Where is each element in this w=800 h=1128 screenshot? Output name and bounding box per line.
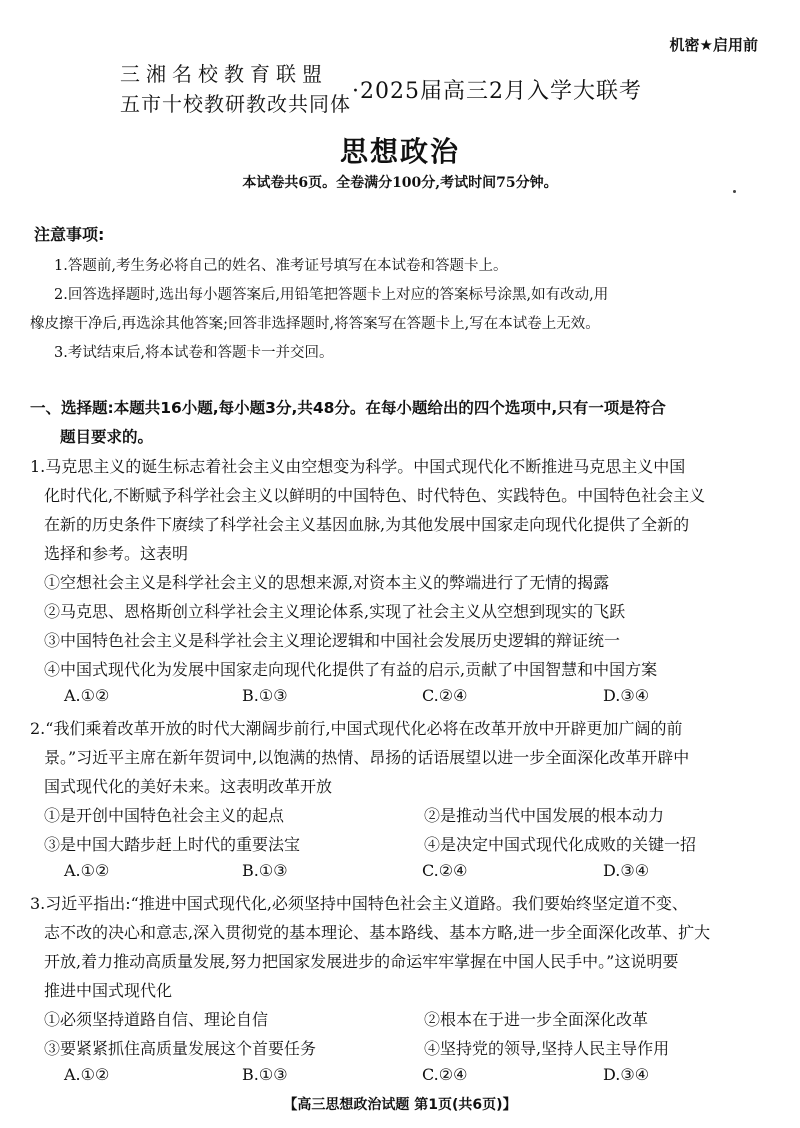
- statement-4: ④是决定中国式现代化成败的关键一招: [424, 835, 697, 854]
- statement-1: ①必须坚持道路自信、理论自信: [44, 1010, 269, 1029]
- question-text-line: 3.习近平指出:“推进中国式现代化,必须坚持中国特色社会主义道路。我们要始终坚定道不变、: [30, 894, 688, 913]
- page-footer: 【高三思想政治试题 第1页(共6页)】: [283, 1097, 517, 1113]
- statement-4: ④中国式现代化为发展中国家走向现代化提供了有益的启示,贡献了中国智慧和中国方案: [44, 660, 658, 679]
- section-heading-cont: 题目要求的。: [60, 428, 154, 446]
- statement-3: ③是中国大踏步赶上时代的重要法宝: [44, 835, 301, 854]
- question-text-line: 在新的历史条件下赓续了科学社会主义基因血脉,为其他发展中国家走向现代化提供了全新的: [44, 515, 690, 534]
- option-a: A.①②: [64, 686, 110, 705]
- statement-2: ②根本在于进一步全面深化改革: [424, 1010, 649, 1029]
- statement-4: ④坚持党的领导,坚持人民主导作用: [424, 1039, 670, 1058]
- statement-1: ①是开创中国特色社会主义的起点: [44, 806, 285, 825]
- option-c: C.②④: [422, 861, 468, 880]
- notice-item: 1.答题前,考生务必将自己的姓名、准考证号填写在本试卷和答题卡上。: [54, 258, 508, 274]
- question-text-line: 志不改的决心和意志,深入贯彻党的基本理论、基本路线、基本方略,进一步全面深化改革、扩大: [44, 923, 711, 942]
- stray-dot: [733, 190, 736, 193]
- option-b: B.①③: [242, 686, 288, 705]
- section-heading: 一、选择题:本题共16小题,每小题3分,共48分。在每小题给出的四个选项中,只有一项是符合: [30, 399, 666, 417]
- option-c: C.②④: [422, 686, 468, 705]
- statement-2: ②马克思、恩格斯创立科学社会主义理论体系,实现了社会主义从空想到现实的飞跃: [44, 602, 626, 621]
- union-name-line2: 五市十校教研教改共同体: [120, 92, 351, 116]
- option-b: B.①③: [242, 1065, 288, 1084]
- question-text-line: 选择和参考。这表明: [44, 544, 189, 563]
- question-text-line: 1.马克思主义的诞生标志着社会主义由空想变为科学。中国式现代化不断推进马克思主义中国: [30, 457, 686, 476]
- question-text-line: 2.“我们乘着改革开放的时代大潮阔步前行,中国式现代化必将在改革开放中开辟更加广阔的前: [30, 719, 683, 738]
- question-text-line: 景。”习近平主席在新年贺词中,以饱满的热情、昂扬的话语展望以进一步全面深化改革开辟中: [44, 748, 690, 767]
- question-text-line: 国式现代化的美好未来。这表明改革开放: [44, 777, 333, 796]
- union-name-line1: 三湘名校教育联盟: [120, 62, 328, 86]
- option-d: D.③④: [603, 861, 650, 880]
- option-d: D.③④: [603, 686, 650, 705]
- question-text-line: 开放,着力推动高质量发展,努力把国家发展进步的命运牢牢掌握在中国人民手中。”这说明要: [44, 952, 679, 971]
- subject-title: 思想政治: [339, 135, 460, 168]
- notice-item: 3.考试结束后,将本试卷和答题卡一并交回。: [54, 345, 334, 361]
- option-c: C.②④: [422, 1065, 468, 1084]
- statement-3: ③中国特色社会主义是科学社会主义理论逻辑和中国社会发展历史逻辑的辩证统一: [44, 631, 621, 650]
- notice-item: 橡皮擦干净后,再选涂其他答案;回答非选择题时,将答案写在答题卡上,写在本试卷上无效。: [30, 316, 600, 332]
- option-b: B.①③: [242, 861, 288, 880]
- option-a: A.①②: [64, 861, 110, 880]
- question-text-line: 推进中国式现代化: [44, 981, 173, 1000]
- notice-title: 注意事项:: [34, 225, 105, 244]
- option-d: D.③④: [603, 1065, 650, 1084]
- statement-3: ③要紧紧抓住高质量发展这个首要任务: [44, 1039, 317, 1058]
- exam-name: ·2025届高三2月入学大联考: [352, 79, 642, 104]
- statement-2: ②是推动当代中国发展的根本动力: [424, 806, 665, 825]
- statement-1: ①空想社会主义是科学社会主义的思想来源,对资本主义的弊端进行了无情的揭露: [44, 573, 610, 592]
- confidential-label: 机密★启用前: [669, 36, 758, 54]
- exam-info: 本试卷共6页。全卷满分100分,考试时间75分钟。: [242, 175, 558, 191]
- option-a: A.①②: [64, 1065, 110, 1084]
- question-text-line: 化时代化,不断赋予科学社会主义以鲜明的中国特色、时代特色、实践特色。中国特色社会主义: [44, 486, 706, 505]
- notice-item: 2.回答选择题时,选出每小题答案后,用铅笔把答题卡上对应的答案标号涂黑,如有改动,用: [54, 287, 609, 303]
